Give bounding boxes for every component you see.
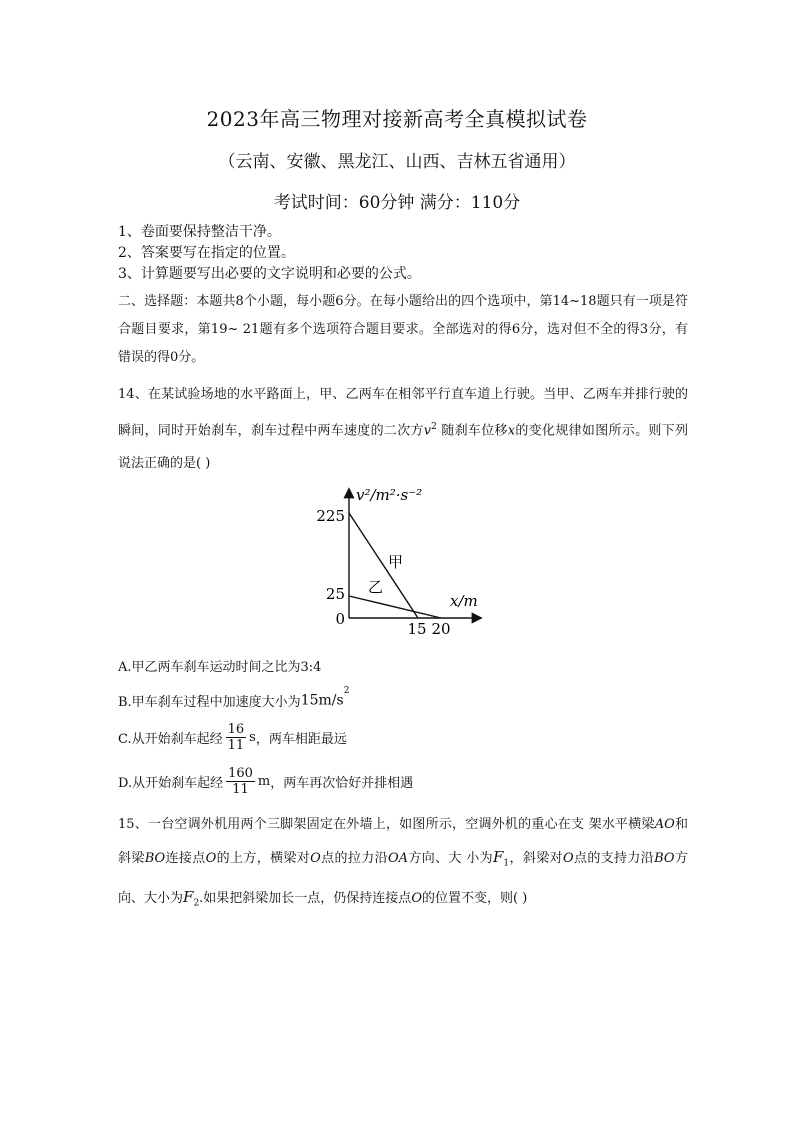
x-axis-label: x/m [450, 592, 478, 610]
q15-bo: BO [144, 851, 166, 866]
v2-x-chart [300, 478, 500, 638]
q14-v-exponent: 2 [431, 422, 437, 432]
note-item: 1、卷面要保持整洁干净。 [118, 224, 281, 240]
q15-text: ，斜梁对 [509, 851, 563, 866]
q15-oa: OA [387, 851, 408, 866]
q15-text: 的上方，横梁对 [216, 851, 311, 866]
exam-subtitle: （云南、安徽、黑龙江、山西、吉林五省通用） [218, 152, 576, 172]
q15-o: O [205, 851, 217, 866]
exam-info: 考试时间：60分钟 满分：110分 [273, 193, 521, 213]
y-tick-label-225: 225 [316, 507, 345, 525]
series-line-yi [349, 596, 441, 618]
option-b-value-text: 15m/s [300, 692, 344, 709]
option-d-fraction [226, 766, 255, 797]
q15-f2-subscript: 2 [193, 898, 200, 909]
option-d-unit: m [257, 774, 271, 789]
option-b[interactable] [118, 686, 350, 710]
q15-o: O [562, 851, 574, 866]
q15-o: O [310, 851, 321, 866]
question-15 [118, 808, 688, 920]
q14-text-2: 随刹车位移 [436, 423, 508, 439]
x-tick-label-15: 15 [407, 620, 427, 638]
q15-text: 方向、大小为 [118, 851, 688, 906]
exam-title: 2023年高三物理对接新高考全真模拟试卷 [206, 107, 588, 131]
option-d-denominator: 11 [232, 782, 249, 797]
note-item: 3、计算题要写出必要的文字说明和必要的公式。 [118, 266, 421, 282]
q15-text: .如果把斜梁加长一点，仍保持连接点 [199, 890, 412, 906]
option-c-prefix: C.从开始刹车起经 [118, 732, 223, 747]
q15-o: O [411, 890, 422, 906]
q15-ao: AO [654, 817, 675, 832]
q15-f2: F [183, 887, 194, 906]
origin-label: 0 [335, 610, 345, 628]
option-b-value [300, 686, 350, 709]
series-label-yi: 乙 [368, 578, 384, 596]
q15-f1: F [493, 848, 504, 866]
note-item: 2、答案要写在指定的位置。 [118, 245, 295, 261]
series-line-jia [349, 513, 418, 618]
q15-text: 点的支持力沿 [573, 851, 655, 866]
option-c-denominator: 11 [227, 738, 245, 753]
y-axis-label: v²/m²·s⁻² [356, 486, 423, 504]
q14-text-1: 14、在某试验场地的水平路面上，甲、乙两车在相邻平行直车道上行驶。当甲、乙两车并排行驶的瞬间，同时开始刹车，刹车过程中两车速度的二次方 [118, 387, 688, 439]
option-c-suffix: ，两车相距最远 [255, 732, 347, 747]
option-a-text: A.甲乙两车刹车运动时间之比为3:4 [118, 660, 322, 675]
question-14 [118, 378, 688, 480]
q15-text: 15、一台空调外机用两个三脚架固定在外墙上，如图所示，空调外机的重心在支 架水平横梁 [118, 817, 655, 832]
option-a[interactable] [118, 656, 321, 675]
option-d[interactable] [118, 766, 413, 797]
option-c-numerator: 16 [227, 722, 245, 737]
q14-v-symbol: v [423, 423, 432, 439]
option-c-fraction [226, 722, 247, 753]
y-tick-label-25: 25 [325, 585, 345, 603]
q15-bo: BO [654, 851, 675, 866]
option-d-numerator: 160 [228, 766, 253, 781]
q15-text: 点的拉力沿 [320, 851, 388, 866]
q15-text: 方向、大 小为 [408, 851, 493, 866]
option-c-unit: s [249, 730, 256, 745]
q15-text: 和斜梁 [118, 817, 688, 866]
option-b-exponent: 2 [343, 686, 350, 697]
q15-text: 的位置不变，则( ) [421, 890, 528, 906]
notes-list [118, 222, 698, 285]
option-c[interactable] [118, 722, 347, 753]
series-label-jia: 甲 [388, 553, 404, 571]
x-tick-label-20: 20 [431, 620, 451, 638]
option-b-text: B.甲车刹车过程中加速度大小为 [118, 695, 301, 710]
option-d-prefix: D.从开始刹车起经 [118, 776, 224, 791]
q14-text-3: 的变化规律如图所示。则下列说法正确的是( ) [118, 423, 688, 472]
option-d-suffix: ，两车再次恰好并排相遇 [270, 776, 414, 791]
section-instructions: 二、选择题：本题共8个小题，每小题6分。在每小题给出的四个选项中，第14~18题只有一项是符合题目要求，第19~ 21题有多个选项符合题目要求。全部选对的得6分，选对但不全的得3分，有错误的得0分。 [118, 294, 688, 365]
q14-x-symbol: x [507, 423, 516, 439]
q15-f1-subscript: 1 [503, 858, 510, 869]
q15-text: 连接点 [165, 851, 206, 866]
